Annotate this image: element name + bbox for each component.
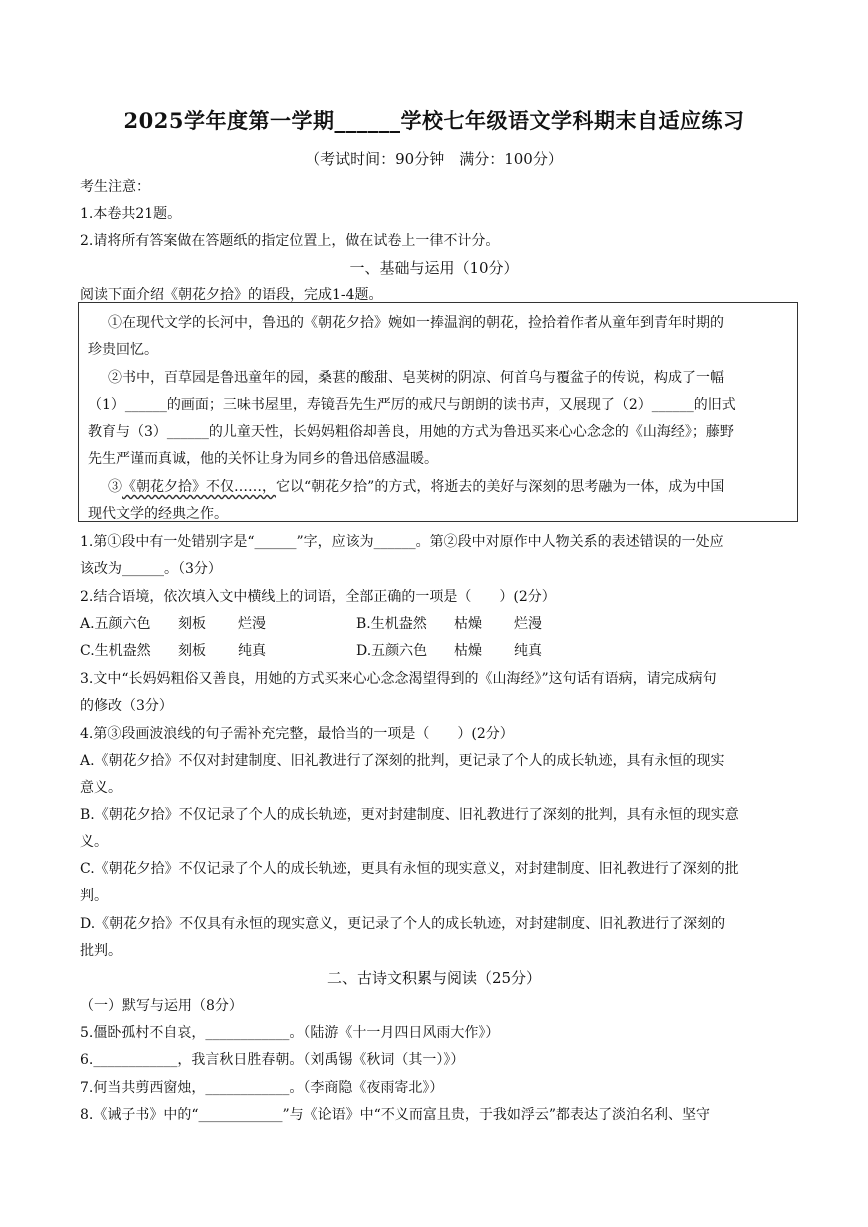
- passage-text: 它以“朝花夕拾”的方式，将逝去的美好与深刻的思考融为一体，成为中国: [276, 479, 725, 495]
- question-line: 6.____________，我言秋日胜春朝。（刘禹锡《秋词（其一）》）: [80, 1052, 465, 1068]
- question-line: 意义。: [80, 780, 122, 796]
- wavy-sentence: 《朝花夕拾》不仅……，: [122, 479, 276, 495]
- passage-line: （1）______的画面；三味书屋里，寿镜吾先生严厉的戒尺与朗朗的读书声，又展现了（2）______的旧式: [88, 397, 736, 413]
- question-line: 3.文中“长妈妈粗俗又善良，用她的方式买来心心念念渴望得到的《山海经》”这句话有语病，请完成病句: [80, 671, 717, 687]
- passage-line: ②书中，百草园是鲁迅童年的园，桑葚的酸甜、皂荚树的阴凉、何首乌与覆盆子的传说，构成了一幅: [108, 370, 724, 386]
- notice-heading: 考生注意：: [80, 179, 150, 195]
- option-b: B.生机盎然 枯燥 烂漫: [356, 616, 542, 632]
- question-line: A.《朝花夕拾》不仅对封建制度、旧礼教进行了深刻的批判，更记录了个人的成长轨迹，具有永恒的现实: [80, 753, 725, 769]
- question-line: 判。: [80, 888, 108, 904]
- passage-line: 教育与（3）______的儿童天性，长妈妈粗俗却善良，用她的方式为鲁迅买来心心念念的《山海经》；藤野: [88, 424, 734, 440]
- exam-info: （考试时间：90分钟 满分：100分）: [305, 150, 563, 168]
- option-d: D.五颜六色 枯燥 纯真: [356, 643, 542, 659]
- section-1-title: 一、基础与运用（10分）: [349, 259, 519, 277]
- question-line: 7.何当共剪西窗烛，____________。（李商隐《夜雨寄北》）: [80, 1080, 444, 1096]
- question-line: 的修改（3分）: [80, 698, 173, 714]
- question-line: D.《朝花夕拾》不仅具有永恒的现实意义，更记录了个人的成长轨迹，对封建制度、旧礼教进行了深刻的: [80, 916, 726, 932]
- question-line: B.《朝花夕拾》不仅记录了个人的成长轨迹，更对封建制度、旧礼教进行了深刻的批判，具有永恒的现实意: [80, 807, 739, 823]
- question-line: 义。: [80, 834, 108, 850]
- question-line: 5.僵卧孤村不自哀，____________。（陆游《十一月四日风雨大作》）: [80, 1025, 500, 1041]
- passage-line: 珍贵回忆。: [88, 342, 158, 358]
- question-line: C.《朝花夕拾》不仅记录了个人的成长轨迹，更具有永恒的现实意义，对封建制度、旧礼教进行了深刻的批: [80, 861, 739, 877]
- question-line: 1.第①段中有一处错别字是“______”字，应该为______。第②段中对原作中人物关系的表述错误的一处应: [80, 534, 724, 550]
- page-title: 2025学年度第一学期______学校七年级语文学科期末自适应练习: [123, 108, 745, 133]
- passage-line: 现代文学的经典之作。: [88, 506, 228, 522]
- option-c: C.生机盎然 刻板 纯真: [80, 643, 266, 659]
- section-2-sub: （一）默写与运用（8分）: [80, 998, 243, 1014]
- passage-line: ①在现代文学的长河中，鲁迅的《朝花夕拾》婉如一捧温润的朝花，捡拾着作者从童年到青年时期的: [108, 315, 724, 331]
- question-line: 4.第③段画波浪线的句子需补充完整，最恰当的一项是（ ）(2分）: [80, 726, 514, 742]
- question-line: 该改为______。（3分）: [80, 561, 222, 577]
- section-2-title: 二、古诗文积累与阅读（25分）: [326, 969, 542, 987]
- question-line: 2.结合语境，依次填入文中横线上的词语，全部正确的一项是（ ）(2分）: [80, 589, 556, 605]
- question-line: 8.《诫子书》中的“____________”与《论语》中“不义而富且贵，于我如浮云”都表达了淡泊名利、坚守: [80, 1107, 710, 1123]
- section-1-intro: 阅读下面介绍《朝花夕拾》的语段，完成1-4题。: [80, 287, 383, 303]
- option-a: A.五颜六色 刻板 烂漫: [80, 616, 266, 632]
- passage-line: 先生严谨而真诚，他的关怀让身为同乡的鲁迅倍感温暖。: [88, 451, 438, 467]
- question-line: 批判。: [80, 943, 122, 959]
- passage-line-3: [108, 476, 724, 496]
- paragraph-marker: ③: [108, 479, 122, 495]
- notice-item: 2.请将所有答案做在答题纸的指定位置上，做在试卷上一律不计分。: [80, 233, 500, 249]
- notice-item: 1.本卷共21题。: [80, 206, 182, 222]
